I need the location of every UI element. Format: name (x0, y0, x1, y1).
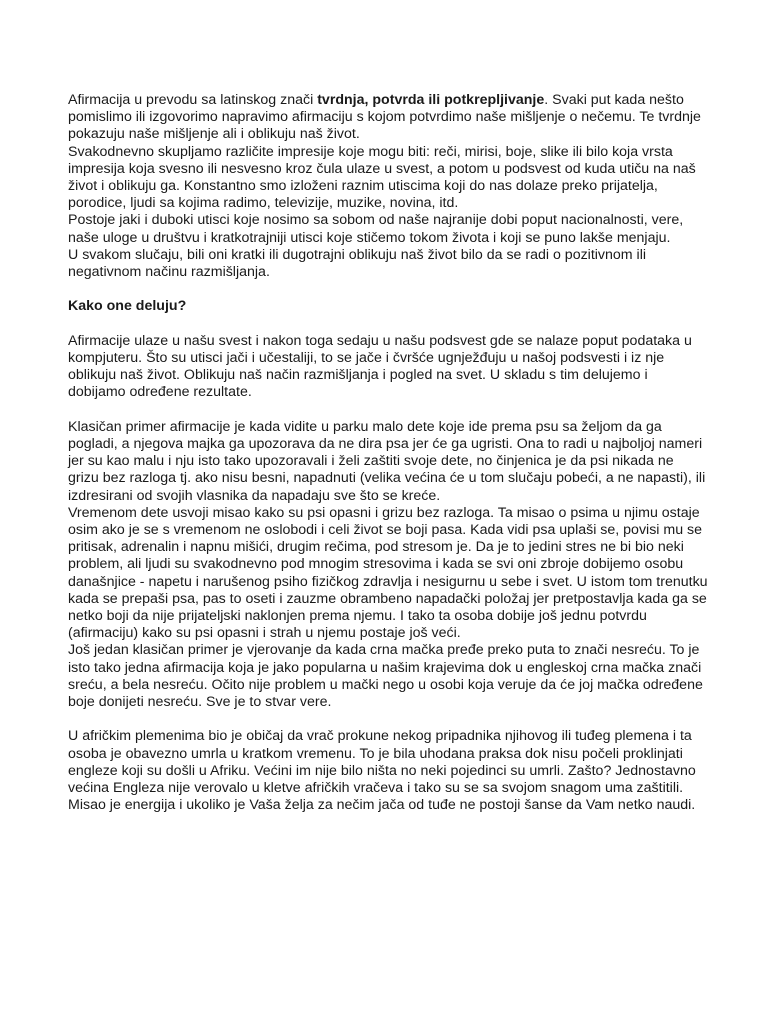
spacer (68, 281, 708, 298)
intro-paragraph-2: Svakodnevno skupljamo različite impresije koje mogu biti: reči, mirisi, boje, slike ili bilo koja vrsta impresija koja svesno ili nesvesno kroz čula ulaze u svest, a potom u podsvest od kuda utiču na naš život i oblikuju ga. Konstantno smo izloženi raznim utiscima koji do nas dolaze preko prijatelja, porodice, ljudi sa kojima radimo, televizije, muzike, novina, itd. (68, 143, 696, 212)
intro-bold-definition: tvrdnja, potvrda ili potkrepljivanje (317, 92, 545, 108)
document-page (68, 92, 708, 814)
section-paragraph-1: Afirmacije ulaze u našu svest i nakon toga sedaju u našu podsvest gde se nalaze poput podataka u kompjuteru. Što su utisci jači i učestaliji, to se jače i čvršće ugnježđuju u našoj podsvesti i iz nje oblikuju naš život. Oblikuju naš način razmišljanja i pogled na svet. U skladu s tim delujemo i dobijamo određene rezultate. (68, 332, 692, 401)
spacer (68, 711, 708, 728)
section-paragraph-5: U afričkim plemenima bio je običaj da vrač prokune nekog pripadnika njihovog ili tuđeg plemena i ta osoba je obavezno umrla u kratkom vremenu. To je bila uhodana praksa dok nisu počeli proklinjati engleze koji su došli u Afriku. Većini im nije bilo ništa no neki pojedinci su umrli. Zašto? Jednostavno većina Engleza nije verovalo u kletve afričkih vračeva i tako su se sa svojom snagom uma zaštitili. (68, 728, 696, 797)
intro-paragraph-1 (68, 92, 708, 144)
spacer (68, 316, 708, 333)
section-paragraph-3: Vremenom dete usvoji misao kako su psi opasni i grizu bez razloga. Ta misao o psima u njimu ostaje osim ako je se s vremenom ne oslobodi i celi život se boji pasa. Kada vidi psa uplaši se, povisi mu se pritisak, adrenalin i napnu mišići, drugim rečima, pod stresom je. Da je to jedini stres ne bi bio neki problem, ali ljudi su svakodnevno pod mnogim stresovima i kada se svi oni zbroje dobijemo osobu današnjice - napetu i narušenog psiho fizičkog zdravlja i nesigurnu u sebe i svet. U istom tom trenutku kada se prepaši psa, pas to oseti i zauzme obrambeno napadački položaj jer pretpostavlja kada ga se netko boji da nije prijateljski naklonjen prema njemu. I tako ta osoba dobije još jednu potvrdu (afirmaciju) kako su psi opasni i strah u njemu postaje još veći. (68, 504, 708, 642)
section-paragraph-2: Klasičan primer afirmacije je kada vidite u parku malo dete koje ide prema psu sa željom da ga pogladi, a njegova majka ga upozorava da ne dira psa jer će ga ugristi. Ona to radi u najboljoj nameri jer su kao malu i nju isto tako upozoravali i želi zaštiti svoje dete, no činjenica je da psi nikada ne grizu bez razloga tj. ako nisu besni, napadnuti (velika većina će u tom slučaju pobeći, a ne napasti), ili izdresirani od svojih vlasnika da napadaju sve što se kreće. (68, 418, 706, 504)
intro-paragraph-4: U svakom slučaju, bili oni kratki ili dugotrajni oblikuju naš život bilo da se radi o pozitivnom ili negativnom načinu razmišljanja. (68, 246, 647, 281)
section-paragraph-6: Misao je energija i ukoliko je Vaša želja za nečim jača od tuđe ne postoji šanse da Vam netko naudi. (68, 797, 696, 814)
intro-text-start: Afirmacija u prevodu sa latinskog znači (68, 92, 318, 108)
intro-paragraph-3: Postoje jaki i duboki utisci koje nosimo sa sobom od naše najranije dobi poput nacionalnosti, vere, naše uloge u društvu i kratkotrajniji utisci koje stičemo tokom života i koji se puno lakše menjaju. (68, 212, 684, 246)
section-heading: Kako one deluju? (68, 298, 187, 315)
spacer (68, 402, 708, 419)
intro-text-end: . Svaki put kada nešto pomislimo ili izgovorimo napravimo afirmaciju s kojom potvrdimo naše mišljenje o nečemu. Te tvrdnje pokazuju naše mišljenje ali i oblikuju naš život. (68, 92, 701, 143)
section-paragraph-4: Još jedan klasičan primer je vjerovanje da kada crna mačka pređe preko puta to znači nesreću. To je isto tako jedna afirmacija koja je jako popularna u našim krajevima dok u engleskoj crna mačka znači sreću, a bela nesreću. Očito nije problem u mački nego u osobi koja veruje da će joj mačka određene boje donijeti nesreću. Sve je to stvar vere. (68, 642, 703, 711)
